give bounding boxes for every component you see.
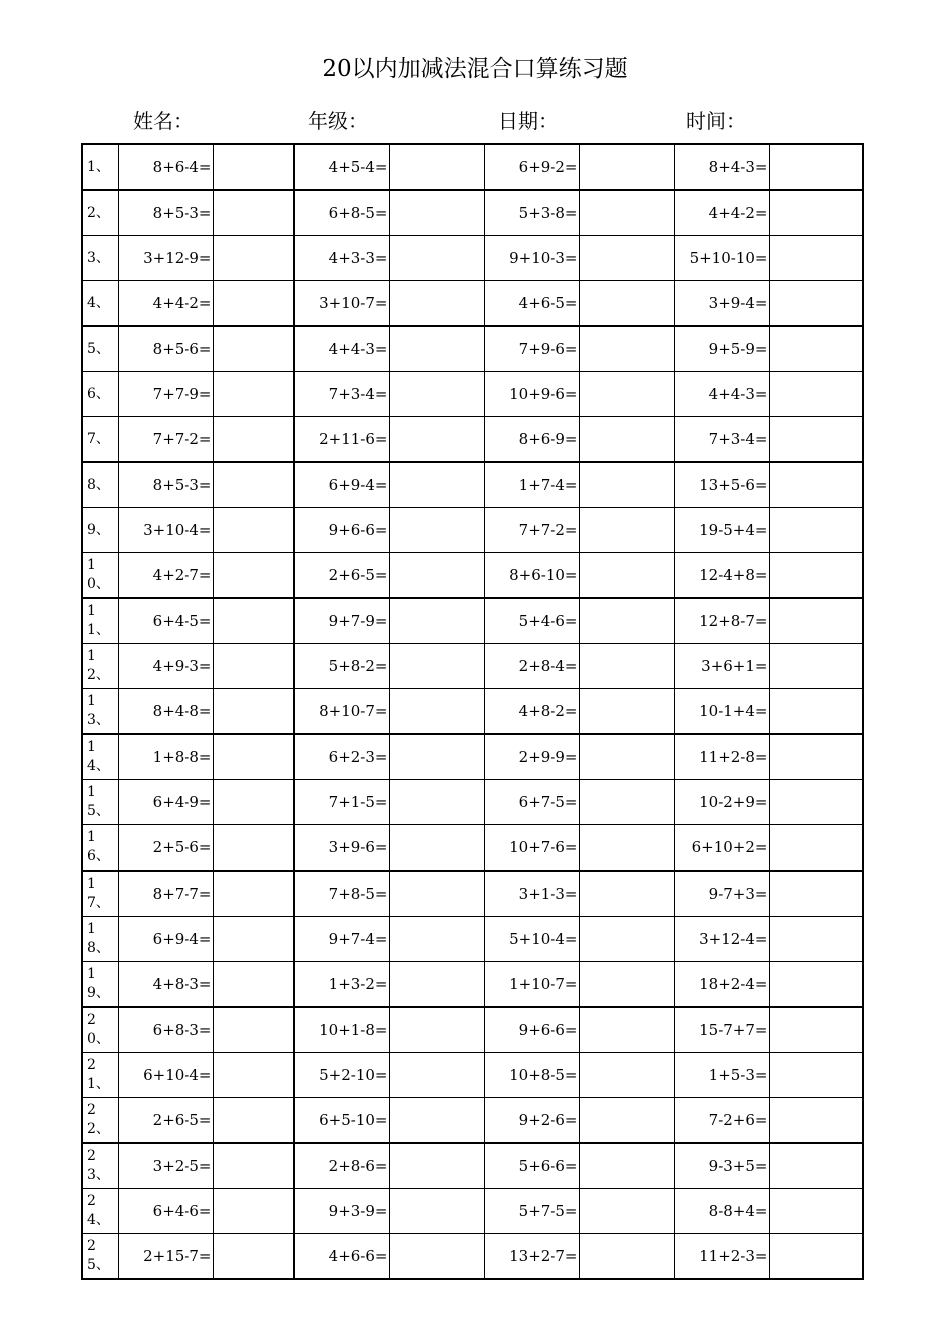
equation: 10-2+9= xyxy=(674,780,769,825)
equation: 7+7-2= xyxy=(484,508,579,553)
answer-cell[interactable] xyxy=(769,1097,863,1143)
answer-cell[interactable] xyxy=(213,144,294,190)
equation: 5+10-4= xyxy=(484,916,579,961)
answer-cell[interactable] xyxy=(213,780,294,825)
question-number: 19、 xyxy=(82,961,118,1007)
answer-cell[interactable] xyxy=(579,508,674,553)
question-number: 16、 xyxy=(82,825,118,871)
answer-cell[interactable] xyxy=(769,644,863,689)
answer-cell[interactable] xyxy=(213,1007,294,1053)
equation: 11+2-8= xyxy=(674,734,769,780)
table-row xyxy=(82,1052,863,1097)
equation: 9-7+3= xyxy=(674,871,769,917)
answer-cell[interactable] xyxy=(213,598,294,644)
equation: 4+9-3= xyxy=(118,644,213,689)
equation: 4+6-5= xyxy=(484,281,579,327)
table-row xyxy=(82,1188,863,1233)
answer-cell[interactable] xyxy=(579,734,674,780)
table-row xyxy=(82,372,863,417)
equation: 4+8-3= xyxy=(118,961,213,1007)
equation: 3+12-4= xyxy=(674,916,769,961)
equation: 7+7-2= xyxy=(118,417,213,463)
equation: 15-7+7= xyxy=(674,1007,769,1053)
equation: 6+9-4= xyxy=(294,462,389,508)
equation: 3+9-4= xyxy=(674,281,769,327)
equation: 6+8-3= xyxy=(118,1007,213,1053)
answer-cell[interactable] xyxy=(579,598,674,644)
equation: 6+4-9= xyxy=(118,780,213,825)
equation: 1+10-7= xyxy=(484,961,579,1007)
answer-cell[interactable] xyxy=(769,508,863,553)
equation: 6+4-5= xyxy=(118,598,213,644)
equation: 8+10-7= xyxy=(294,689,389,735)
table-row xyxy=(82,462,863,508)
equation: 6+8-5= xyxy=(294,190,389,236)
equation: 3+12-9= xyxy=(118,236,213,281)
question-number: 4、 xyxy=(82,281,118,327)
answer-cell[interactable] xyxy=(389,1097,484,1143)
equation: 4+8-2= xyxy=(484,689,579,735)
table-row xyxy=(82,190,863,236)
answer-cell[interactable] xyxy=(579,144,674,190)
answer-cell[interactable] xyxy=(213,462,294,508)
question-number: 9、 xyxy=(82,508,118,553)
answer-cell[interactable] xyxy=(579,644,674,689)
answer-cell[interactable] xyxy=(389,1188,484,1233)
table-row xyxy=(82,689,863,735)
answer-cell[interactable] xyxy=(389,689,484,735)
equation: 3+6+1= xyxy=(674,644,769,689)
equation: 8+7-7= xyxy=(118,871,213,917)
answer-cell[interactable] xyxy=(579,553,674,599)
answer-cell[interactable] xyxy=(769,780,863,825)
table-row xyxy=(82,326,863,372)
answer-cell[interactable] xyxy=(213,508,294,553)
equation: 10+1-8= xyxy=(294,1007,389,1053)
question-number: 25、 xyxy=(82,1233,118,1279)
answer-cell[interactable] xyxy=(213,236,294,281)
equation: 4+4-3= xyxy=(674,372,769,417)
answer-cell[interactable] xyxy=(389,326,484,372)
question-number: 22、 xyxy=(82,1097,118,1143)
answer-cell[interactable] xyxy=(769,144,863,190)
answer-cell[interactable] xyxy=(389,598,484,644)
equation: 6+9-2= xyxy=(484,144,579,190)
equation: 9+3-9= xyxy=(294,1188,389,1233)
grade-label: 年级： xyxy=(308,109,368,133)
equation: 10+8-5= xyxy=(484,1052,579,1097)
time-label: 时间： xyxy=(686,109,746,133)
answer-cell[interactable] xyxy=(769,372,863,417)
answer-cell[interactable] xyxy=(389,236,484,281)
answer-cell[interactable] xyxy=(389,825,484,871)
equation: 4+2-7= xyxy=(118,553,213,599)
answer-cell[interactable] xyxy=(579,689,674,735)
answer-cell[interactable] xyxy=(579,462,674,508)
answer-cell[interactable] xyxy=(213,281,294,327)
equation: 13+2-7= xyxy=(484,1233,579,1279)
equation: 6+2-3= xyxy=(294,734,389,780)
answer-cell[interactable] xyxy=(769,825,863,871)
answer-cell[interactable] xyxy=(579,326,674,372)
answer-cell[interactable] xyxy=(389,871,484,917)
equation: 5+8-2= xyxy=(294,644,389,689)
equation: 2+11-6= xyxy=(294,417,389,463)
equation: 6+7-5= xyxy=(484,780,579,825)
equation: 9+7-9= xyxy=(294,598,389,644)
equation: 8+5-3= xyxy=(118,190,213,236)
table-row xyxy=(82,281,863,327)
question-number: 6、 xyxy=(82,372,118,417)
answer-cell[interactable] xyxy=(213,326,294,372)
equation: 9+10-3= xyxy=(484,236,579,281)
table-row xyxy=(82,553,863,599)
equation: 2+6-5= xyxy=(294,553,389,599)
question-number: 11、 xyxy=(82,598,118,644)
equation: 19-5+4= xyxy=(674,508,769,553)
equation: 7+8-5= xyxy=(294,871,389,917)
answer-cell[interactable] xyxy=(579,1143,674,1189)
answer-cell[interactable] xyxy=(213,1188,294,1233)
answer-cell[interactable] xyxy=(213,417,294,463)
page-title: 20以内加减法混合口算练习题 xyxy=(322,56,628,82)
question-number: 20、 xyxy=(82,1007,118,1053)
answer-cell[interactable] xyxy=(579,281,674,327)
answer-cell[interactable] xyxy=(769,598,863,644)
equation: 7+1-5= xyxy=(294,780,389,825)
question-number: 1、 xyxy=(82,144,118,190)
answer-cell[interactable] xyxy=(579,871,674,917)
equation: 10-1+4= xyxy=(674,689,769,735)
equation: 6+10+2= xyxy=(674,825,769,871)
equation: 12+8-7= xyxy=(674,598,769,644)
answer-cell[interactable] xyxy=(389,644,484,689)
question-number: 10、 xyxy=(82,553,118,599)
equation: 8+6-10= xyxy=(484,553,579,599)
equation: 6+10-4= xyxy=(118,1052,213,1097)
equation: 5+7-5= xyxy=(484,1188,579,1233)
answer-cell[interactable] xyxy=(389,916,484,961)
answer-cell[interactable] xyxy=(579,1052,674,1097)
answer-cell[interactable] xyxy=(389,281,484,327)
equation: 12-4+8= xyxy=(674,553,769,599)
equation: 3+10-4= xyxy=(118,508,213,553)
equation: 3+2-5= xyxy=(118,1143,213,1189)
equation: 6+5-10= xyxy=(294,1097,389,1143)
equation: 4+5-4= xyxy=(294,144,389,190)
equation: 8+6-4= xyxy=(118,144,213,190)
question-number: 14、 xyxy=(82,734,118,780)
answer-cell[interactable] xyxy=(213,1233,294,1279)
table-row xyxy=(82,871,863,917)
answer-cell[interactable] xyxy=(769,553,863,599)
equation: 1+3-2= xyxy=(294,961,389,1007)
question-number: 12、 xyxy=(82,644,118,689)
answer-cell[interactable] xyxy=(213,734,294,780)
table-row xyxy=(82,734,863,780)
equation: 3+10-7= xyxy=(294,281,389,327)
table-row xyxy=(82,644,863,689)
answer-cell[interactable] xyxy=(769,326,863,372)
table-row xyxy=(82,825,863,871)
date-label: 日期： xyxy=(498,109,558,133)
equation: 8+5-3= xyxy=(118,462,213,508)
table-row xyxy=(82,417,863,463)
table-row xyxy=(82,1143,863,1189)
equation: 1+8-8= xyxy=(118,734,213,780)
question-number: 24、 xyxy=(82,1188,118,1233)
answer-cell[interactable] xyxy=(389,372,484,417)
answer-cell[interactable] xyxy=(389,144,484,190)
equation: 9+5-9= xyxy=(674,326,769,372)
question-number: 18、 xyxy=(82,916,118,961)
equation: 8+6-9= xyxy=(484,417,579,463)
question-number: 17、 xyxy=(82,871,118,917)
equation: 2+6-5= xyxy=(118,1097,213,1143)
answer-cell[interactable] xyxy=(769,689,863,735)
equation: 1+7-4= xyxy=(484,462,579,508)
answer-cell[interactable] xyxy=(213,871,294,917)
equation: 1+5-3= xyxy=(674,1052,769,1097)
equation: 5+2-10= xyxy=(294,1052,389,1097)
answer-cell[interactable] xyxy=(389,508,484,553)
equation: 7-2+6= xyxy=(674,1097,769,1143)
equation: 5+3-8= xyxy=(484,190,579,236)
answer-cell[interactable] xyxy=(579,1233,674,1279)
answer-cell[interactable] xyxy=(389,961,484,1007)
answer-cell[interactable] xyxy=(579,916,674,961)
answer-cell[interactable] xyxy=(769,1233,863,1279)
equation: 11+2-3= xyxy=(674,1233,769,1279)
answer-cell[interactable] xyxy=(213,190,294,236)
answer-cell[interactable] xyxy=(389,190,484,236)
answer-cell[interactable] xyxy=(769,871,863,917)
answer-cell[interactable] xyxy=(389,1052,484,1097)
equation: 4+4-2= xyxy=(118,281,213,327)
equation: 9+6-6= xyxy=(294,508,389,553)
equation: 8+5-6= xyxy=(118,326,213,372)
answer-cell[interactable] xyxy=(579,1097,674,1143)
answer-cell[interactable] xyxy=(579,190,674,236)
equation: 5+6-6= xyxy=(484,1143,579,1189)
answer-cell[interactable] xyxy=(213,689,294,735)
answer-cell[interactable] xyxy=(769,1052,863,1097)
equation: 3+1-3= xyxy=(484,871,579,917)
table-row xyxy=(82,961,863,1007)
equation: 10+9-6= xyxy=(484,372,579,417)
answer-cell[interactable] xyxy=(213,916,294,961)
answer-cell[interactable] xyxy=(389,417,484,463)
answer-cell[interactable] xyxy=(579,961,674,1007)
answer-cell[interactable] xyxy=(389,553,484,599)
question-number: 3、 xyxy=(82,236,118,281)
answer-cell[interactable] xyxy=(769,1143,863,1189)
equation: 6+4-6= xyxy=(118,1188,213,1233)
equation: 10+7-6= xyxy=(484,825,579,871)
equation: 2+15-7= xyxy=(118,1233,213,1279)
answer-cell[interactable] xyxy=(213,644,294,689)
equation: 2+9-9= xyxy=(484,734,579,780)
name-label: 姓名： xyxy=(133,109,193,133)
exercise-table xyxy=(81,143,864,1280)
answer-cell[interactable] xyxy=(769,1007,863,1053)
answer-cell[interactable] xyxy=(213,825,294,871)
equation: 9+6-6= xyxy=(484,1007,579,1053)
equation: 8+4-3= xyxy=(674,144,769,190)
equation: 2+8-4= xyxy=(484,644,579,689)
equation: 18+2-4= xyxy=(674,961,769,1007)
equation: 5+10-10= xyxy=(674,236,769,281)
answer-cell[interactable] xyxy=(213,553,294,599)
table-row xyxy=(82,236,863,281)
answer-cell[interactable] xyxy=(389,734,484,780)
equation: 6+9-4= xyxy=(118,916,213,961)
answer-cell[interactable] xyxy=(769,462,863,508)
answer-cell[interactable] xyxy=(389,780,484,825)
equation: 9-3+5= xyxy=(674,1143,769,1189)
answer-cell[interactable] xyxy=(389,1007,484,1053)
question-number: 21、 xyxy=(82,1052,118,1097)
equation: 9+7-4= xyxy=(294,916,389,961)
equation: 5+4-6= xyxy=(484,598,579,644)
table-row xyxy=(82,780,863,825)
answer-cell[interactable] xyxy=(579,780,674,825)
answer-cell[interactable] xyxy=(213,1052,294,1097)
answer-cell[interactable] xyxy=(769,281,863,327)
table-row xyxy=(82,144,863,190)
answer-cell[interactable] xyxy=(579,372,674,417)
table-row xyxy=(82,1233,863,1279)
equation: 7+9-6= xyxy=(484,326,579,372)
answer-cell[interactable] xyxy=(769,1188,863,1233)
answer-cell[interactable] xyxy=(769,236,863,281)
question-number: 13、 xyxy=(82,689,118,735)
answer-cell[interactable] xyxy=(769,916,863,961)
answer-cell[interactable] xyxy=(213,372,294,417)
answer-cell[interactable] xyxy=(389,1143,484,1189)
equation: 13+5-6= xyxy=(674,462,769,508)
question-number: 23、 xyxy=(82,1143,118,1189)
answer-cell[interactable] xyxy=(769,417,863,463)
equation: 4+4-3= xyxy=(294,326,389,372)
table-row xyxy=(82,1007,863,1053)
question-number: 15、 xyxy=(82,780,118,825)
answer-cell[interactable] xyxy=(769,961,863,1007)
question-number: 2、 xyxy=(82,190,118,236)
answer-cell[interactable] xyxy=(579,236,674,281)
answer-cell[interactable] xyxy=(769,190,863,236)
equation: 4+3-3= xyxy=(294,236,389,281)
equation: 8+4-8= xyxy=(118,689,213,735)
equation: 2+5-6= xyxy=(118,825,213,871)
equation: 4+4-2= xyxy=(674,190,769,236)
question-number: 8、 xyxy=(82,462,118,508)
equation: 8-8+4= xyxy=(674,1188,769,1233)
equation: 4+6-6= xyxy=(294,1233,389,1279)
question-number: 7、 xyxy=(82,417,118,463)
answer-cell[interactable] xyxy=(389,462,484,508)
answer-cell[interactable] xyxy=(389,1233,484,1279)
answer-cell[interactable] xyxy=(579,1007,674,1053)
table-row xyxy=(82,1097,863,1143)
answer-cell[interactable] xyxy=(769,734,863,780)
table-row xyxy=(82,508,863,553)
answer-cell[interactable] xyxy=(579,417,674,463)
equation: 9+2-6= xyxy=(484,1097,579,1143)
equation: 7+7-9= xyxy=(118,372,213,417)
equation: 7+3-4= xyxy=(294,372,389,417)
question-number: 5、 xyxy=(82,326,118,372)
equation: 2+8-6= xyxy=(294,1143,389,1189)
equation: 7+3-4= xyxy=(674,417,769,463)
answer-cell[interactable] xyxy=(213,1143,294,1189)
answer-cell[interactable] xyxy=(213,961,294,1007)
answer-cell[interactable] xyxy=(579,1188,674,1233)
table-row xyxy=(82,916,863,961)
answer-cell[interactable] xyxy=(579,825,674,871)
table-row xyxy=(82,598,863,644)
answer-cell[interactable] xyxy=(213,1097,294,1143)
equation: 3+9-6= xyxy=(294,825,389,871)
